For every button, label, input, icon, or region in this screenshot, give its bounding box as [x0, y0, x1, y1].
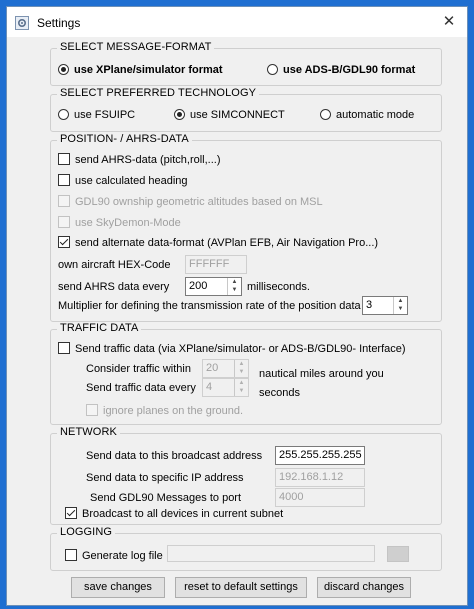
- settings-gear-icon: [15, 16, 29, 30]
- radio-indicator: [320, 109, 331, 120]
- traffic-range-stepper[interactable]: [202, 359, 249, 378]
- checkbox-box: [58, 195, 70, 207]
- group-position-ahrs: [50, 133, 442, 322]
- traffic-range-unit: nautical miles around you: [259, 368, 384, 380]
- checkbox-skydemon-mode[interactable]: use SkyDemon-Mode: [58, 216, 181, 229]
- radio-simconnect[interactable]: use SIMCONNECT: [174, 109, 285, 121]
- traffic-interval-stepper[interactable]: [202, 378, 249, 397]
- checkbox-box: [58, 174, 70, 186]
- arrow-down-icon[interactable]: ▼: [238, 388, 245, 394]
- checkbox-ignore-ground[interactable]: ignore planes on the ground.: [86, 404, 243, 417]
- close-icon[interactable]: ✕: [442, 13, 456, 30]
- radio-indicator: [58, 109, 69, 120]
- traffic-interval-value: 4: [206, 381, 213, 393]
- multiplier-value: 3: [366, 299, 373, 311]
- log-file-path-input[interactable]: [167, 545, 375, 562]
- traffic-range-label: Consider traffic within: [86, 363, 191, 375]
- broadcast-address-input[interactable]: 255.255.255.255: [275, 446, 365, 465]
- stepper-buttons: [393, 297, 407, 314]
- checkbox-box: [86, 404, 98, 416]
- ip-address-input[interactable]: 192.168.1.12: [275, 468, 365, 487]
- traffic-range-value: 20: [206, 362, 219, 374]
- legend-technology: SELECT PREFERRED TECHNOLOGY: [57, 87, 259, 99]
- stepper-buttons: [234, 360, 248, 377]
- checkbox-box: [65, 507, 77, 519]
- legend-network: NETWORK: [57, 426, 120, 438]
- arrow-up-icon[interactable]: ▲: [231, 279, 238, 285]
- checkbox-box: [58, 216, 70, 228]
- legend-traffic-data: TRAFFIC DATA: [57, 322, 141, 334]
- arrow-down-icon[interactable]: ▼: [238, 369, 245, 375]
- ahrs-interval-stepper[interactable]: [185, 277, 242, 296]
- gdl90-port-input[interactable]: 4000: [275, 488, 365, 507]
- checkbox-gdl90-msl[interactable]: GDL90 ownship geometric altitudes based on MSL: [58, 195, 323, 208]
- hex-code-label: own aircraft HEX-Code: [58, 259, 171, 271]
- discard-changes-button[interactable]: discard changes: [317, 577, 411, 598]
- stepper-buttons: [234, 379, 248, 396]
- radio-automatic-mode[interactable]: automatic mode: [320, 109, 414, 121]
- multiplier-stepper[interactable]: [362, 296, 408, 315]
- ahrs-interval-label: send AHRS data every: [58, 281, 170, 293]
- ahrs-interval-unit: milliseconds.: [247, 281, 310, 293]
- checkbox-box: [58, 342, 70, 354]
- broadcast-address-label: Send data to this broadcast address: [86, 450, 263, 462]
- traffic-interval-label: Send traffic data every: [86, 382, 196, 394]
- reset-defaults-button[interactable]: reset to default settings: [175, 577, 307, 598]
- checkbox-calculated-heading[interactable]: use calculated heading: [58, 174, 188, 187]
- checkbox-box: [65, 549, 77, 561]
- ahrs-interval-value: 200: [189, 280, 208, 292]
- radio-xplane-format[interactable]: use XPlane/simulator format: [58, 64, 223, 76]
- radio-adsb-format[interactable]: use ADS-B/GDL90 format: [267, 64, 415, 76]
- settings-window: [6, 6, 468, 606]
- arrow-down-icon[interactable]: ▼: [231, 287, 238, 293]
- checkbox-broadcast-all[interactable]: Broadcast to all devices in current subnet: [65, 507, 283, 520]
- gdl90-port-label: Send GDL90 Messages to port: [90, 492, 242, 504]
- legend-position-ahrs: POSITION- / AHRS-DATA: [57, 133, 192, 145]
- hex-code-field[interactable]: FFFFFF: [185, 255, 247, 274]
- radio-fsuipc[interactable]: use FSUIPC: [58, 109, 135, 121]
- browse-log-file-button[interactable]: [387, 546, 409, 562]
- radio-indicator: [267, 64, 278, 75]
- window-title: Settings: [37, 16, 81, 30]
- ip-address-label: Send data to specific IP address: [86, 472, 244, 484]
- arrow-down-icon[interactable]: ▼: [397, 306, 404, 312]
- stepper-buttons: [227, 278, 241, 295]
- arrow-up-icon[interactable]: ▲: [238, 361, 245, 367]
- checkbox-send-traffic[interactable]: Send traffic data (via XPlane/simulator- or ADS-B/GDL90- Interface): [58, 342, 406, 355]
- traffic-interval-unit: seconds: [259, 387, 300, 399]
- checkbox-send-ahrs[interactable]: send AHRS-data (pitch,roll,...): [58, 153, 221, 166]
- title-bar: [7, 7, 467, 37]
- legend-message-format: SELECT MESSAGE-FORMAT: [57, 41, 214, 53]
- checkbox-box: [58, 153, 70, 165]
- arrow-up-icon[interactable]: ▲: [238, 380, 245, 386]
- checkbox-alternate-format[interactable]: send alternate data-format (AVPlan EFB, Air Navigation Pro...): [58, 236, 378, 249]
- radio-indicator: [174, 109, 185, 120]
- radio-indicator: [58, 64, 69, 75]
- save-changes-button[interactable]: save changes: [71, 577, 165, 598]
- checkbox-box: [58, 236, 70, 248]
- legend-logging: LOGGING: [57, 526, 115, 538]
- arrow-up-icon[interactable]: ▲: [397, 298, 404, 304]
- checkbox-generate-log[interactable]: Generate log file: [65, 549, 163, 562]
- multiplier-label: Multiplier for defining the transmission rate of the position data: [58, 300, 361, 312]
